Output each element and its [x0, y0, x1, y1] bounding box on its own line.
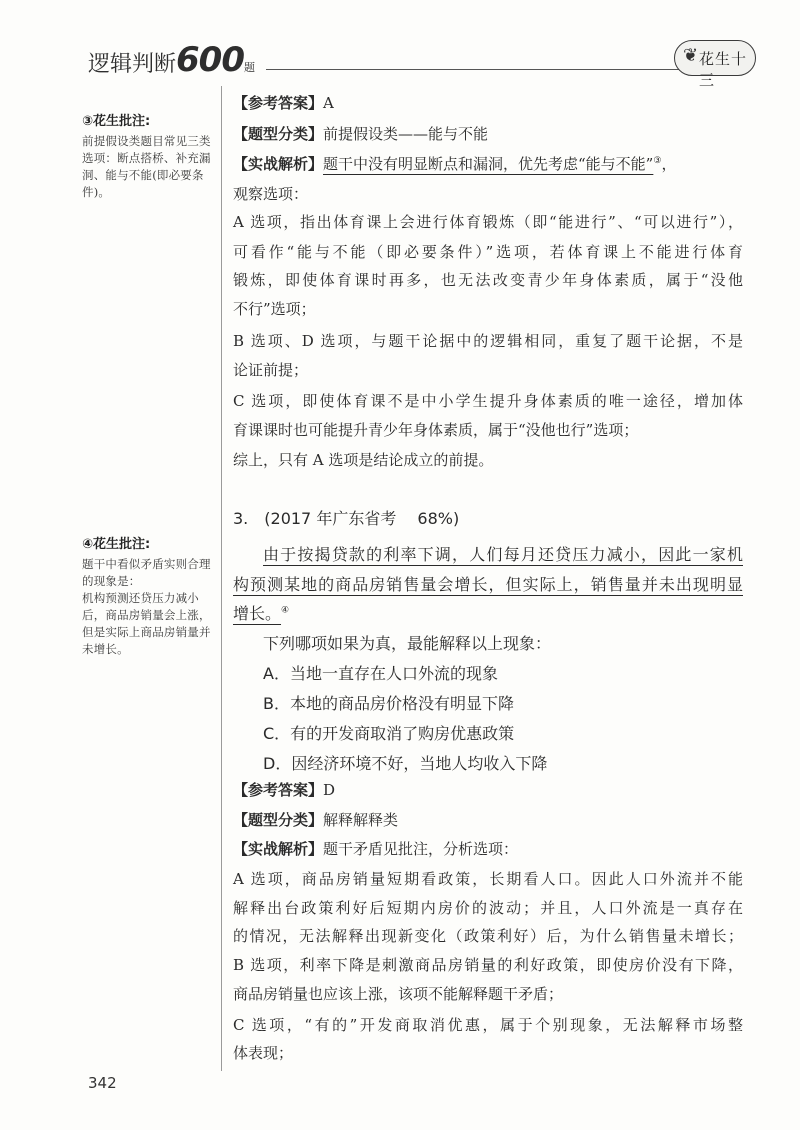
page-header	[88, 38, 768, 89]
body-line: B 选项，利率下降是刺激商品房销量的利好政策，即使房价没有下降，	[233, 956, 743, 974]
answer-line	[233, 92, 743, 113]
type-tag: 【题型分类】	[233, 811, 324, 829]
type-line	[233, 123, 743, 144]
margin-divider	[221, 86, 222, 1071]
body-line: B 选项、D 选项，与题干论据中的逻辑相同，重复了题干论据，不是	[233, 332, 743, 350]
body-line: 观察选项：	[233, 185, 309, 203]
question-stem: 增长。	[233, 604, 282, 623]
peanut-leaf-icon: ❦	[683, 45, 699, 66]
analysis-line	[233, 838, 743, 859]
side-note-body: 前提假设类题目常见三类选项：断点搭桥、补充漏洞、能与不能(即必要条件)。	[82, 134, 211, 199]
answer-value: A	[323, 94, 334, 112]
option-b: B．本地的商品房价格没有明显下降	[263, 694, 514, 713]
body-line: 育课课时也可能提升青少年身体素质，属于“没他也行”选项；	[233, 421, 639, 439]
body-line: C 选项，“有的”开发商取消优惠，属于个别现象，无法解释市场整	[233, 1016, 743, 1034]
answer-line	[233, 779, 743, 800]
side-note-3	[82, 113, 214, 201]
type-tag: 【题型分类】	[233, 125, 324, 143]
body-line: A 选项，指出体育课上会进行体育锻炼（即“能进行”、“可以进行”），	[233, 213, 743, 231]
option-a: A．当地一直存在人口外流的现象	[263, 664, 498, 683]
book-title-number: 600	[176, 40, 244, 80]
analysis-tag: 【实战解析】	[233, 155, 324, 173]
side-note-4	[82, 536, 214, 658]
book-title-suffix: 题	[244, 61, 255, 74]
body-line: 锻炼，即使体育课时再多，也无法改变青少年身体素质，属于“没他	[233, 271, 743, 289]
book-title	[88, 40, 255, 80]
book-title-prefix: 逻辑判断	[88, 52, 177, 77]
answer-tag: 【参考答案】	[233, 781, 324, 799]
type-value: 前提假设类——能与不能	[323, 125, 489, 143]
body-line: 的情况，无法解释出现新变化（政策利好）后，为什么销售量未增长；	[233, 927, 743, 945]
page-number: 342	[88, 1074, 117, 1092]
side-note-body: 机构预测还贷压力减小后，商品房销量会上涨，但是实际上商品房销量并未增长。	[82, 591, 211, 656]
analysis-line	[233, 153, 743, 174]
body-line: 体表现；	[233, 1044, 294, 1062]
body-line: 综上，只有 A 选项是结论成立的前提。	[233, 451, 494, 469]
body-line: 不行”选项；	[233, 300, 316, 318]
option-d: D．因经济环境不好，当地人均收入下降	[263, 754, 548, 773]
question-prompt: 下列哪项如果为真，最能解释以上现象：	[263, 634, 552, 653]
question-heading: 3. (2017 年广东省考 68%)	[233, 509, 460, 528]
logo-text: 花生十三	[699, 50, 748, 89]
question-stem: 由于按揭贷款的利率下调，人们每月还贷压力减小，因此一家机	[263, 545, 743, 564]
side-note-title: ④花生批注:	[82, 537, 151, 552]
brand-logo	[674, 40, 756, 89]
annotation-marker: ④	[281, 605, 290, 616]
header-rule	[266, 69, 688, 70]
answer-value: D	[323, 781, 336, 799]
body-line: C 选项，即使体育课不是中小学生提升身体素质的唯一途径，增加体	[233, 392, 743, 410]
analysis-first-text: 题干矛盾见批注，分析选项：	[323, 840, 519, 858]
question-stem: 构预测某地的商品房销售量会增长，但实际上，销售量并未出现明显	[233, 575, 743, 594]
analysis-first-text: 题干中没有明显断点和漏洞，优先考虑“能与不能”	[323, 155, 654, 173]
side-note-title: ③花生批注:	[82, 114, 151, 129]
analysis-tag: 【实战解析】	[233, 840, 324, 858]
annotation-marker: ③	[653, 156, 662, 166]
body-line: 论证前提；	[233, 361, 309, 379]
body-line: A 选项，商品房销量短期看政策，长期看人口。因此人口外流并不能	[233, 870, 743, 888]
punctuation: ，	[661, 155, 677, 173]
type-line	[233, 809, 743, 830]
body-line: 可看作“能与不能（即必要条件）”选项，若体育课上不能进行体育	[233, 243, 743, 261]
body-line: 解释出台政策利好后短期内房价的波动；并且，人口外流是一真存在	[233, 899, 743, 917]
answer-tag: 【参考答案】	[233, 94, 324, 112]
question-stem-end	[233, 601, 743, 624]
body-line: 商品房销量也应该上涨，该项不能解释题干矛盾；	[233, 985, 564, 1003]
type-value: 解释解释类	[323, 811, 399, 829]
option-c: C．有的开发商取消了购房优惠政策	[263, 724, 515, 743]
side-note-body: 题干中看似矛盾实则合理的现象是：	[82, 557, 211, 588]
